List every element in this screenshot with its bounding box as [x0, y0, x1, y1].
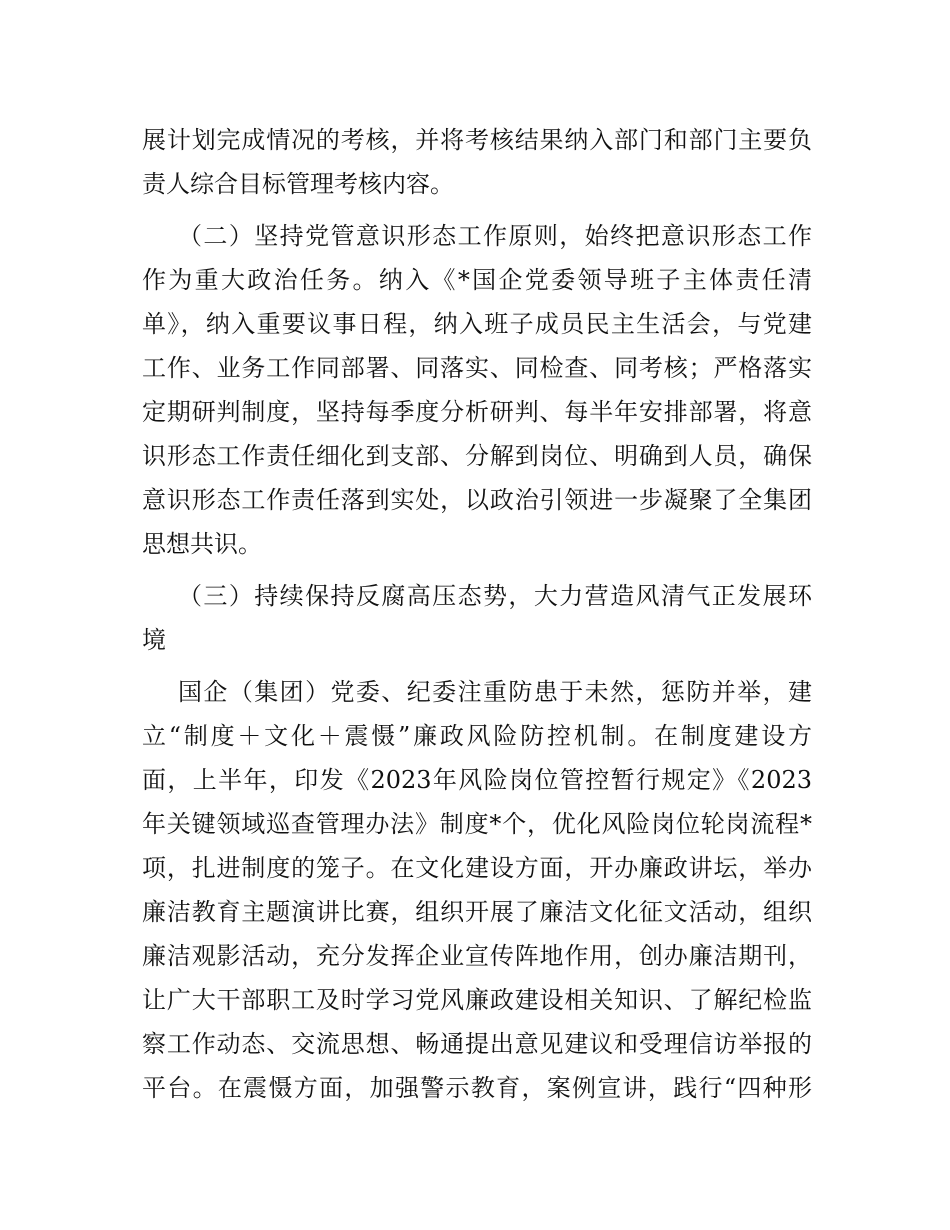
text-line: 平台。在震慑方面，加强警示教育，案例宣讲，践行“四种形	[142, 1074, 812, 1102]
text-line: 年关键领域巡查管理办法》制度*个，优化风险岗位轮岗流程*	[142, 810, 812, 838]
text-line: 立“制度＋文化＋震慑”廉政风险防控机制。在制度建设方	[142, 722, 812, 750]
text-line: 察工作动态、交流思想、畅通提出意见建议和受理信访举报的	[142, 1030, 812, 1058]
text-line: 思想共识。	[142, 530, 262, 558]
section-heading: （三）持续保持反腐高压态势，大力营造风清气正发展环	[178, 582, 812, 610]
section-heading: 境	[142, 626, 166, 654]
text-line: 让广大干部职工及时学习党风廉政建设相关知识、了解纪检监	[142, 986, 812, 1014]
text-line: 定期研判制度，坚持每季度分析研判、每半年安排部署，将意	[142, 398, 812, 426]
text-line: 责人综合目标管理考核内容。	[142, 170, 454, 198]
text-line: 廉洁观影活动，充分发挥企业宣传阵地作用，创办廉洁期刊，	[142, 942, 812, 970]
text-line: 工作、业务工作同部署、同落实、同检查、同考核；严格落实	[142, 354, 812, 382]
text-line: 展计划完成情况的考核，并将考核结果纳入部门和部门主要负	[142, 126, 812, 154]
text-line: 识形态工作责任细化到支部、分解到岗位、明确到人员，确保	[142, 442, 812, 470]
text-line: 项，扎进制度的笼子。在文化建设方面，开办廉政讲坛，举办	[142, 854, 812, 882]
section-heading: （二）坚持党管意识形态工作原则，始终把意识形态工作	[178, 222, 812, 250]
text-line: 面，上半年，印发《2023年风险岗位管控暂行规定》《2023	[142, 766, 812, 794]
text-line: 廉洁教育主题演讲比赛，组织开展了廉洁文化征文活动，组织	[142, 898, 812, 926]
text-line: 意识形态工作责任落到实处，以政治引领进一步凝聚了全集团	[142, 486, 812, 514]
text-line: 国企（集团）党委、纪委注重防患于未然，惩防并举，建	[178, 678, 812, 706]
text-line: 作为重大政治任务。纳入《*国企党委领导班子主体责任清	[142, 266, 812, 294]
text-line: 单》，纳入重要议事日程，纳入班子成员民主生活会，与党建	[142, 310, 812, 338]
